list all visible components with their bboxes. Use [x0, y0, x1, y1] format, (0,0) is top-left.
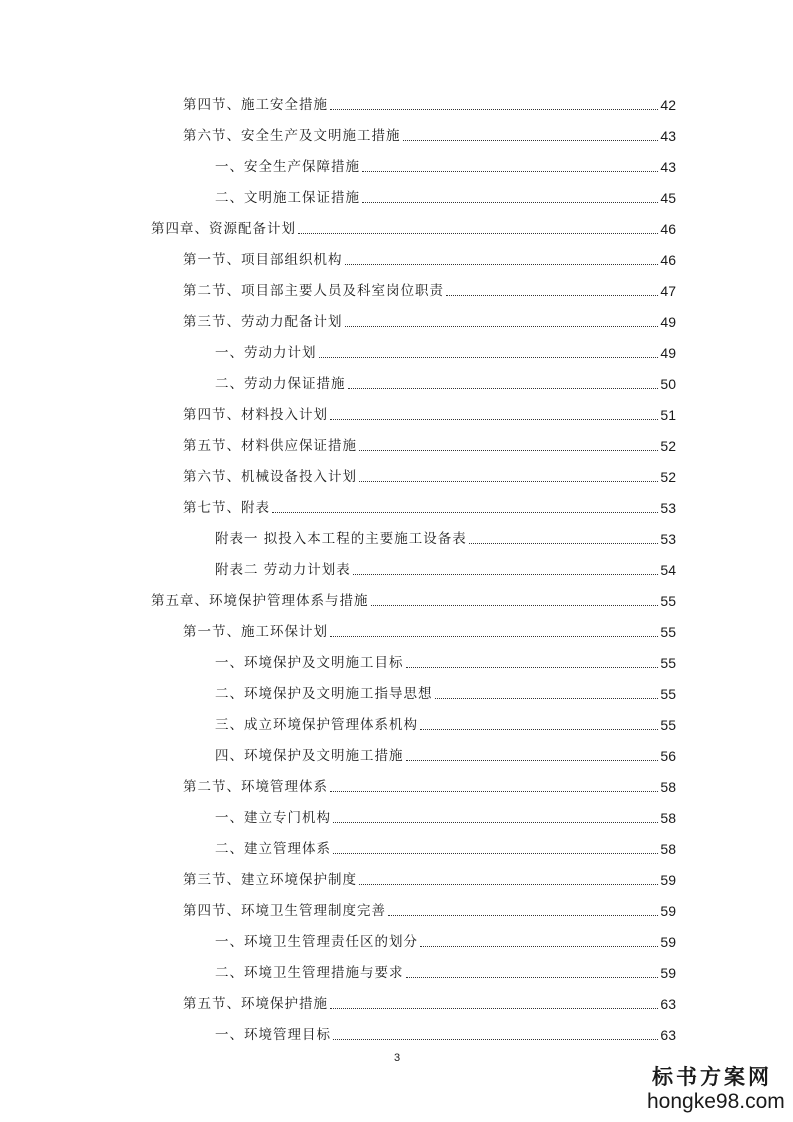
- toc-entry[interactable]: [215, 157, 676, 177]
- toc-dot-leader: [446, 295, 658, 296]
- toc-entry-title: 第五节、材料供应保证措施: [183, 438, 357, 454]
- watermark: [647, 1064, 785, 1114]
- toc-entry[interactable]: [215, 1025, 676, 1045]
- toc-entry[interactable]: [215, 808, 676, 828]
- toc-entry-page: 46: [660, 252, 676, 268]
- toc-entry-title: 一、安全生产保障措施: [215, 159, 360, 175]
- toc-entry-title: 第四节、环境卫生管理制度完善: [183, 903, 386, 919]
- toc-dot-leader: [333, 853, 658, 854]
- toc-entry[interactable]: [183, 777, 676, 797]
- toc-entry-title: 第二节、项目部主要人员及科室岗位职责: [183, 283, 444, 299]
- toc-entry[interactable]: [215, 839, 676, 859]
- page-number: 3: [393, 1052, 401, 1064]
- toc-entry-title: 二、文明施工保证措施: [215, 190, 360, 206]
- toc-dot-leader: [345, 264, 659, 265]
- toc-dot-leader: [333, 822, 658, 823]
- watermark-name: 标书方案网: [652, 1064, 772, 1089]
- toc-dot-leader: [330, 419, 658, 420]
- toc-entry[interactable]: [183, 498, 676, 518]
- toc-entry-page: 52: [660, 438, 676, 454]
- toc-entry[interactable]: [215, 653, 676, 673]
- toc-entry[interactable]: [215, 343, 676, 363]
- toc-entry[interactable]: [183, 870, 676, 890]
- toc-entry-page: 51: [660, 407, 676, 423]
- toc-dot-leader: [272, 512, 658, 513]
- toc-entry[interactable]: [215, 932, 676, 952]
- toc-entry[interactable]: [151, 591, 676, 611]
- toc-entry-title: 一、劳动力计划: [215, 345, 317, 361]
- toc-entry[interactable]: [183, 312, 676, 332]
- toc-entry-title: 一、环境卫生管理责任区的划分: [215, 934, 418, 950]
- toc-dot-leader: [420, 946, 658, 947]
- toc-entry[interactable]: [183, 622, 676, 642]
- toc-entry-title: 附表二 劳动力计划表: [215, 562, 351, 578]
- toc-entry-title: 第三节、劳动力配备计划: [183, 314, 343, 330]
- toc-dot-leader: [359, 481, 658, 482]
- toc-dot-leader: [330, 1008, 658, 1009]
- toc-entry-page: 49: [660, 314, 676, 330]
- toc-entry-title: 二、环境卫生管理措施与要求: [215, 965, 404, 981]
- toc-entry[interactable]: [215, 560, 676, 580]
- toc-entry-page: 58: [660, 810, 676, 826]
- toc-dot-leader: [435, 698, 659, 699]
- toc-dot-leader: [388, 915, 658, 916]
- toc-entry[interactable]: [215, 374, 676, 394]
- toc-entry-title: 第六节、安全生产及文明施工措施: [183, 128, 401, 144]
- toc-entry[interactable]: [183, 436, 676, 456]
- toc-entry-title: 一、环境管理目标: [215, 1027, 331, 1043]
- toc-entry[interactable]: [215, 188, 676, 208]
- toc-entry-title: 一、建立专门机构: [215, 810, 331, 826]
- toc-entry-page: 58: [660, 779, 676, 795]
- toc-entry-page: 59: [660, 965, 676, 981]
- toc-entry-title: 四、环境保护及文明施工措施: [215, 748, 404, 764]
- toc-entry-page: 43: [660, 159, 676, 175]
- toc-entry[interactable]: [183, 405, 676, 425]
- toc-entry-title: 第四章、资源配备计划: [151, 221, 296, 237]
- toc-entry-page: 56: [660, 748, 676, 764]
- toc-dot-leader: [330, 791, 658, 792]
- toc-entry[interactable]: [183, 467, 676, 487]
- toc-entry-title: 二、环境保护及文明施工指导思想: [215, 686, 433, 702]
- toc-entry-title: 第五章、环境保护管理体系与措施: [151, 593, 369, 609]
- toc-entry-page: 59: [660, 903, 676, 919]
- toc-entry-page: 46: [660, 221, 676, 237]
- toc-entry-page: 53: [660, 500, 676, 516]
- toc-entry-title: 第五节、环境保护措施: [183, 996, 328, 1012]
- toc-entry-title: 附表一 拟投入本工程的主要施工设备表: [215, 531, 467, 547]
- toc-entry[interactable]: [215, 963, 676, 983]
- toc-dot-leader: [330, 109, 658, 110]
- toc-entry-page: 54: [660, 562, 676, 578]
- toc-entry[interactable]: [183, 126, 676, 146]
- toc-dot-leader: [406, 977, 659, 978]
- toc-entry-title: 第一节、施工环保计划: [183, 624, 328, 640]
- toc-entry[interactable]: [183, 95, 676, 115]
- toc-dot-leader: [403, 140, 659, 141]
- toc-entry-page: 59: [660, 934, 676, 950]
- toc-dot-leader: [371, 605, 659, 606]
- toc-entry[interactable]: [151, 219, 676, 239]
- toc-entry[interactable]: [215, 746, 676, 766]
- toc-entry-title: 二、建立管理体系: [215, 841, 331, 857]
- toc-dot-leader: [362, 202, 658, 203]
- toc-dot-leader: [406, 667, 659, 668]
- toc-dot-leader: [333, 1039, 658, 1040]
- toc-dot-leader: [420, 729, 658, 730]
- toc-dot-leader: [359, 884, 658, 885]
- toc-entry-title: 第一节、项目部组织机构: [183, 252, 343, 268]
- toc-entry-title: 一、环境保护及文明施工目标: [215, 655, 404, 671]
- toc-entry[interactable]: [215, 529, 676, 549]
- toc-entry-page: 50: [660, 376, 676, 392]
- toc-entry-page: 59: [660, 872, 676, 888]
- toc-entry-title: 第七节、附表: [183, 500, 270, 516]
- toc-entry-page: 58: [660, 841, 676, 857]
- toc-dot-leader: [298, 233, 658, 234]
- toc-entry-page: 43: [660, 128, 676, 144]
- toc-entry-page: 55: [660, 624, 676, 640]
- toc-dot-leader: [353, 574, 659, 575]
- toc-dot-leader: [359, 450, 658, 451]
- toc-entry[interactable]: [183, 994, 676, 1014]
- toc-entry[interactable]: [183, 901, 676, 921]
- toc-entry-page: 55: [660, 686, 676, 702]
- toc-entry-page: 55: [660, 717, 676, 733]
- toc-entry-page: 55: [660, 593, 676, 609]
- watermark-url: hongke98.com: [647, 1090, 785, 1113]
- toc-entry-title: 第六节、机械设备投入计划: [183, 469, 357, 485]
- toc-entry-page: 47: [660, 283, 676, 299]
- toc-entry-title: 第三节、建立环境保护制度: [183, 872, 357, 888]
- toc-entry[interactable]: [215, 715, 676, 735]
- toc-dot-leader: [330, 636, 658, 637]
- toc-entry-title: 第二节、环境管理体系: [183, 779, 328, 795]
- toc-entry-page: 63: [660, 996, 676, 1012]
- toc-entry-page: 55: [660, 655, 676, 671]
- toc-entry-title: 三、成立环境保护管理体系机构: [215, 717, 418, 733]
- toc-entry-page: 53: [660, 531, 676, 547]
- toc-entry[interactable]: [183, 281, 676, 301]
- toc-dot-leader: [319, 357, 659, 358]
- toc-dot-leader: [469, 543, 659, 544]
- toc-entry-page: 45: [660, 190, 676, 206]
- toc-entry-page: 42: [660, 97, 676, 113]
- toc-entry-title: 第四节、材料投入计划: [183, 407, 328, 423]
- toc-entry-page: 49: [660, 345, 676, 361]
- toc-entry[interactable]: [183, 250, 676, 270]
- toc-dot-leader: [345, 326, 659, 327]
- toc-entry-page: 52: [660, 469, 676, 485]
- toc-entry[interactable]: [215, 684, 676, 704]
- toc-entry-title: 二、劳动力保证措施: [215, 376, 346, 392]
- toc-entry-page: 63: [660, 1027, 676, 1043]
- toc-dot-leader: [362, 171, 658, 172]
- toc-entry-title: 第四节、施工安全措施: [183, 97, 328, 113]
- toc-dot-leader: [348, 388, 659, 389]
- toc-dot-leader: [406, 760, 659, 761]
